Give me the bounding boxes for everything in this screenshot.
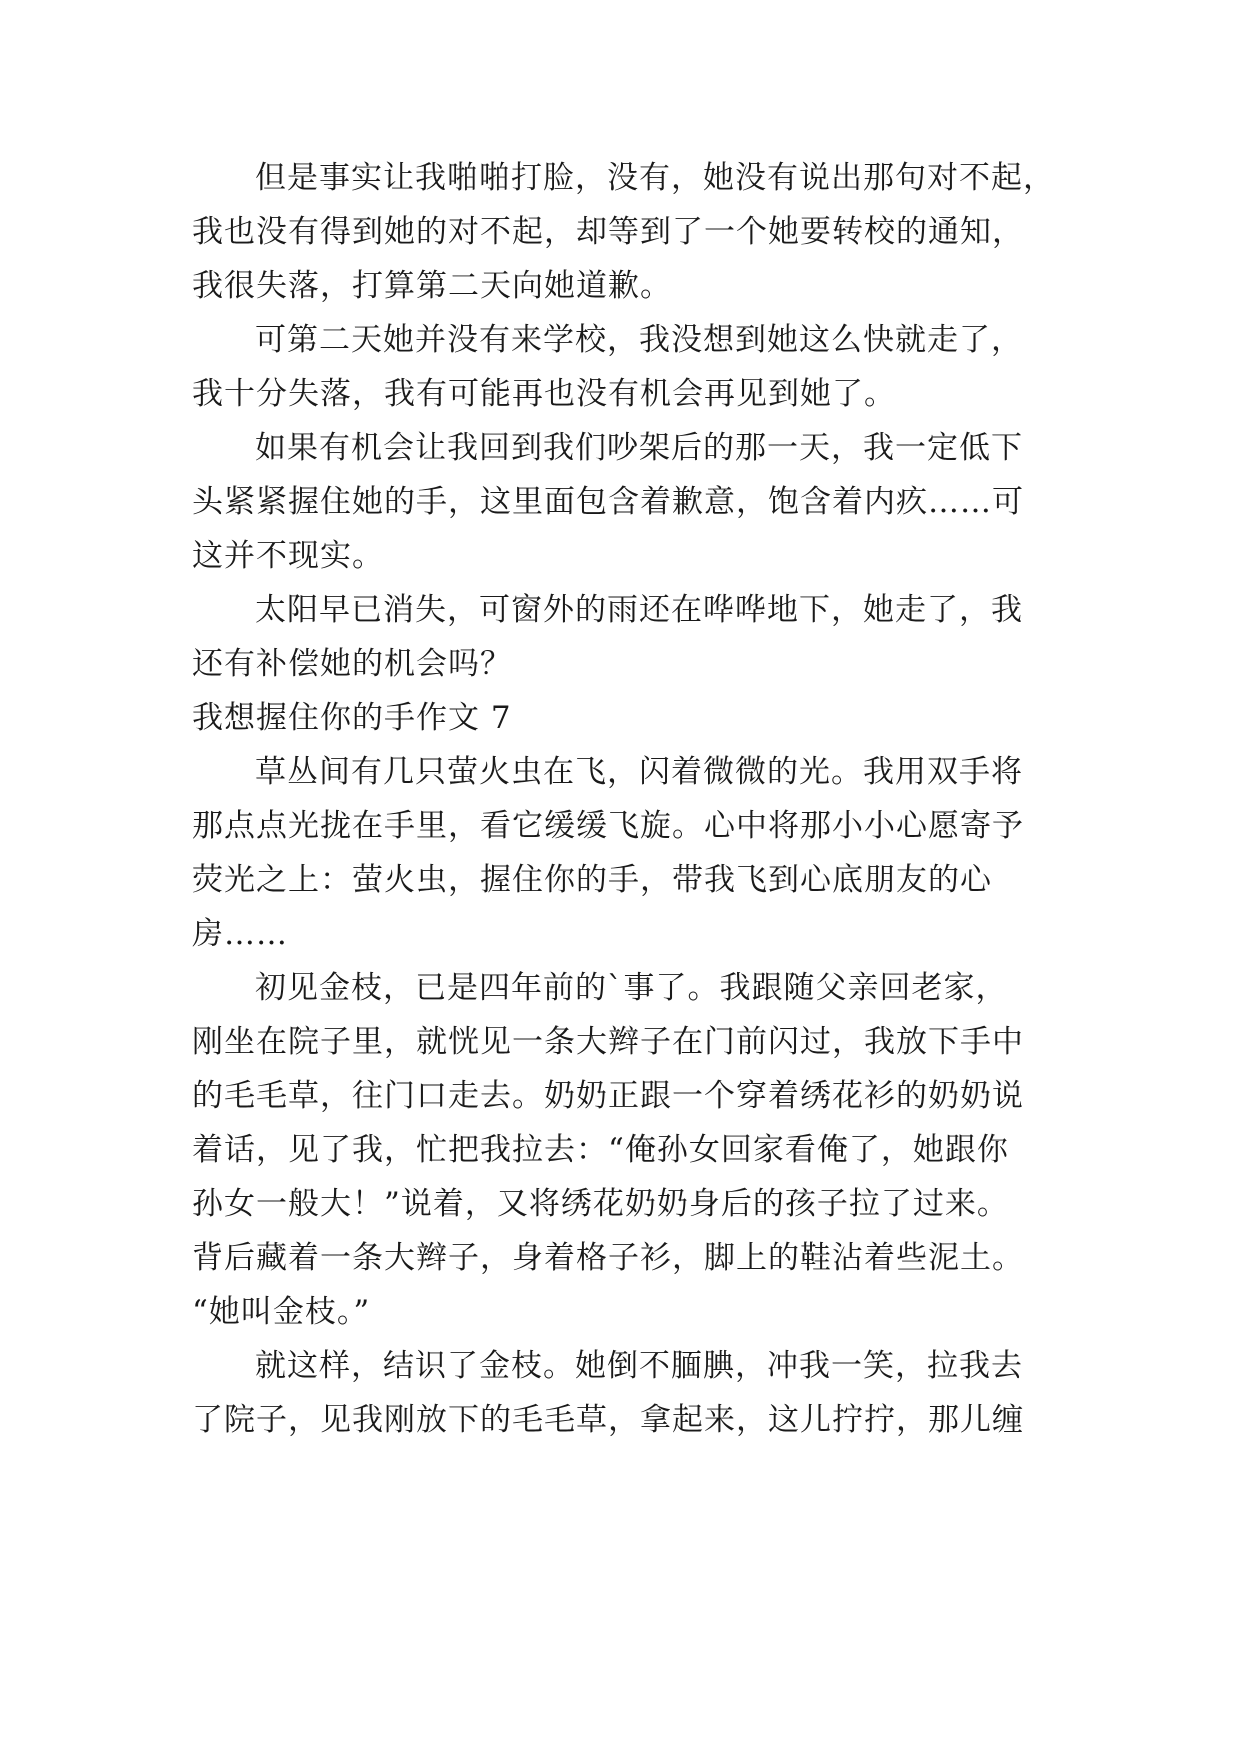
paragraph-line: 我很失落，打算第二天向她道歉。 xyxy=(192,268,672,304)
paragraph-line: 了院子，见我刚放下的毛毛草，拿起来，这儿拧拧，那儿缠 xyxy=(192,1402,1024,1438)
paragraph-line: 刚坐在院子里，就恍见一条大辫子在门前闪过，我放下手中 xyxy=(192,1024,1024,1060)
paragraph-line: 还有补偿她的机会吗？ xyxy=(192,646,512,682)
paragraph-line: 这并不现实。 xyxy=(192,538,384,574)
paragraph-line: 房…… xyxy=(192,916,288,952)
paragraph-line: 我十分失落，我有可能再也没有机会再见到她了。 xyxy=(192,376,896,412)
section-heading: 我想握住你的手作文 7 xyxy=(192,700,512,736)
paragraph-line: 可第二天她并没有来学校，我没想到她这么快就走了， xyxy=(255,322,1023,358)
paragraph-line: 草丛间有几只萤火虫在飞，闪着微微的光。我用双手将 xyxy=(255,754,1023,790)
paragraph-line: 我也没有得到她的对不起，却等到了一个她要转校的通知， xyxy=(192,214,1024,250)
paragraph-line: 但是事实让我啪啪打脸，没有，她没有说出那句对不起， xyxy=(255,160,1055,196)
paragraph-line: “她叫金枝。” xyxy=(192,1294,371,1330)
paragraph-line: 那点点光拢在手里，看它缓缓飞旋。心中将那小小心愿寄予 xyxy=(192,808,1024,844)
paragraph-line: 就这样，结识了金枝。她倒不腼腆，冲我一笑，拉我去 xyxy=(255,1348,1023,1384)
paragraph-line: 孙女一般大！”说着，又将绣花奶奶身后的孩子拉了过来。 xyxy=(192,1186,1009,1222)
paragraph-line: 如果有机会让我回到我们吵架后的那一天，我一定低下 xyxy=(255,430,1023,466)
paragraph-line: 背后藏着一条大辫子，身着格子衫，脚上的鞋沾着些泥土。 xyxy=(192,1240,1024,1276)
paragraph-line: 的毛毛草，往门口走去。奶奶正跟一个穿着绣花衫的奶奶说 xyxy=(192,1078,1024,1114)
paragraph-line: 太阳早已消失，可窗外的雨还在哗哗地下，她走了，我 xyxy=(255,592,1023,628)
paragraph-line: 头紧紧握住她的手，这里面包含着歉意，饱含着内疚……可 xyxy=(192,484,1024,520)
paragraph-line: 着话，见了我，忙把我拉去：“俺孙女回家看俺了，她跟你 xyxy=(192,1132,1009,1168)
paragraph-line: 初见金枝，已是四年前的`事了。我跟随父亲回老家， xyxy=(255,970,1008,1006)
paragraph-line: 荧光之上：萤火虫，握住你的手，带我飞到心底朋友的心 xyxy=(192,862,992,898)
